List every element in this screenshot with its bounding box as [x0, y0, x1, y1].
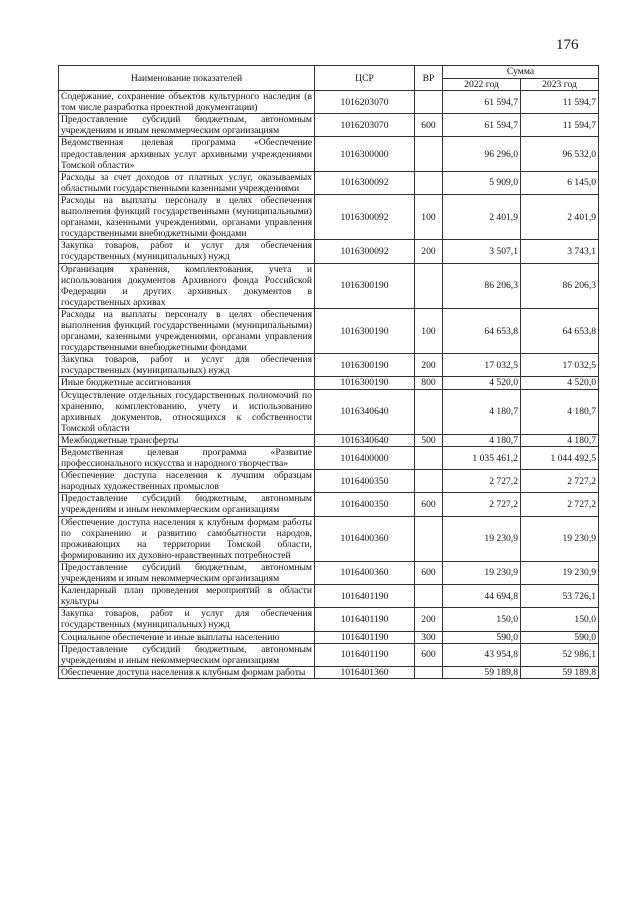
table-row — [59, 470, 599, 493]
row-name-cell: Предоставление субсидий бюджетным, автономным учреждениям и иным некоммерческим организациям — [59, 561, 315, 584]
row-csr-code: 1016300092 — [315, 171, 415, 194]
row-amount-2022: 44 694,8 — [443, 585, 521, 608]
row-csr-code: 1016203070 — [315, 114, 415, 137]
row-csr-code: 1016400000 — [315, 447, 415, 470]
header-name: Наименование показателей — [59, 66, 315, 91]
row-amount-2022: 17 032,5 — [443, 354, 521, 377]
table-row — [59, 171, 599, 194]
row-vr-code — [415, 91, 443, 114]
row-amount-2023: 2 727,2 — [521, 470, 599, 493]
row-csr-code: 1016400360 — [315, 561, 415, 584]
row-vr-code: 600 — [415, 561, 443, 584]
row-name-cell: Закупка товаров, работ и услуг для обеспечения государственных (муниципальных) нужд — [59, 608, 315, 631]
row-csr-code: 1016300190 — [315, 308, 415, 353]
row-name-cell: Ведомственная целевая программа «Обеспечение предоставления архивных услуг архивными учреждениями Томской области» — [59, 137, 315, 171]
row-amount-2022: 4 180,7 — [443, 389, 521, 434]
row-vr-code: 600 — [415, 643, 443, 666]
row-vr-code: 300 — [415, 631, 443, 643]
row-name-cell: Расходы на выплаты персоналу в целях обеспечения выполнения функций государственными (муниципальными) органами, казенными учреждениями, органами управления государственными внебюджетными фондами — [59, 194, 315, 239]
row-csr-code: 1016400350 — [315, 470, 415, 493]
row-vr-code: 600 — [415, 493, 443, 516]
row-amount-2022: 2 727,2 — [443, 493, 521, 516]
row-amount-2023: 3 743,1 — [521, 240, 599, 263]
row-amount-2023: 4 180,7 — [521, 434, 599, 446]
table-row — [59, 354, 599, 377]
row-amount-2022: 590,0 — [443, 631, 521, 643]
row-name-cell: Расходы за счет доходов от платных услуг, оказываемых областными государственными казенными учреждениями — [59, 171, 315, 194]
row-vr-code — [415, 389, 443, 434]
row-amount-2022: 2 727,2 — [443, 470, 521, 493]
row-amount-2022: 1 035 461,2 — [443, 447, 521, 470]
row-name-cell: Закупка товаров, работ и услуг для обеспечения государственных (муниципальных) нужд — [59, 354, 315, 377]
row-name-cell: Межбюджетные трансферты — [59, 434, 315, 446]
row-vr-code: 500 — [415, 434, 443, 446]
table-row — [59, 666, 599, 678]
row-csr-code: 1016300190 — [315, 263, 415, 308]
table-row — [59, 493, 599, 516]
row-name-cell: Осуществление отдельных государственных полномочий по хранению, комплектованию, учету и использованию архивных документов, относящихся к собственности Томской области — [59, 389, 315, 434]
row-amount-2023: 17 032,5 — [521, 354, 599, 377]
row-amount-2022: 96 296,0 — [443, 137, 521, 171]
row-vr-code: 800 — [415, 377, 443, 389]
row-name-cell: Содержание, сохранение объектов культурного наследия (в том числе разработка проектной документации) — [59, 91, 315, 114]
row-vr-code — [415, 447, 443, 470]
row-csr-code: 1016300092 — [315, 194, 415, 239]
row-name-cell: Предоставление субсидий бюджетным, автономным учреждениям и иным некоммерческим организациям — [59, 114, 315, 137]
row-amount-2022: 64 653,8 — [443, 308, 521, 353]
row-amount-2023: 96 532,0 — [521, 137, 599, 171]
row-amount-2023: 590,0 — [521, 631, 599, 643]
row-name-cell: Закупка товаров, работ и услуг для обеспечения государственных (муниципальных) нужд — [59, 240, 315, 263]
row-amount-2022: 61 594,7 — [443, 114, 521, 137]
row-amount-2022: 59 189,8 — [443, 666, 521, 678]
row-amount-2022: 61 594,7 — [443, 91, 521, 114]
row-amount-2023: 19 230,9 — [521, 516, 599, 561]
row-amount-2023: 11 594,7 — [521, 114, 599, 137]
row-amount-2023: 11 594,7 — [521, 91, 599, 114]
table-row — [59, 91, 599, 114]
table-row — [59, 377, 599, 389]
row-name-cell: Иные бюджетные ассигнования — [59, 377, 315, 389]
page-number: 176 — [556, 37, 579, 53]
row-vr-code — [415, 585, 443, 608]
row-amount-2023: 59 189,8 — [521, 666, 599, 678]
row-name-cell: Календарный план проведения мероприятий в области культуры — [59, 585, 315, 608]
row-csr-code: 1016401360 — [315, 666, 415, 678]
table-row — [59, 516, 599, 561]
row-amount-2023: 2 401,9 — [521, 194, 599, 239]
table-row — [59, 561, 599, 584]
row-csr-code: 1016340640 — [315, 389, 415, 434]
table-row — [59, 631, 599, 643]
row-csr-code: 1016401190 — [315, 643, 415, 666]
row-name-cell: Социальное обеспечение и иные выплаты населению — [59, 631, 315, 643]
row-amount-2022: 2 401,9 — [443, 194, 521, 239]
header-sum: Сумма — [443, 66, 599, 79]
header-year-2023: 2023 год — [521, 79, 599, 91]
row-vr-code — [415, 666, 443, 678]
row-name-cell: Обеспечение доступа населения к клубным формам работы — [59, 666, 315, 678]
header-vr: ВР — [415, 66, 443, 91]
row-vr-code: 200 — [415, 354, 443, 377]
table-row — [59, 585, 599, 608]
row-amount-2022: 3 507,1 — [443, 240, 521, 263]
row-amount-2023: 52 986,1 — [521, 643, 599, 666]
row-amount-2023: 6 145,0 — [521, 171, 599, 194]
row-amount-2023: 4 180,7 — [521, 389, 599, 434]
budget-table — [58, 65, 599, 679]
table-row — [59, 194, 599, 239]
row-amount-2022: 4 180,7 — [443, 434, 521, 446]
row-name-cell: Обеспечение доступа населения к клубным формам работы по сохранению и развитию самобытности народов, проживающих на территории Томской области, формированию их духовно-нравственных потребностей — [59, 516, 315, 561]
row-amount-2022: 19 230,9 — [443, 516, 521, 561]
header-year-2022: 2022 год — [443, 79, 521, 91]
row-csr-code: 1016300000 — [315, 137, 415, 171]
row-amount-2022: 43 954,8 — [443, 643, 521, 666]
row-amount-2023: 86 206,3 — [521, 263, 599, 308]
row-name-cell: Предоставление субсидий бюджетным, автономным учреждениям и иным некоммерческим организациям — [59, 493, 315, 516]
row-vr-code: 200 — [415, 240, 443, 263]
table-row — [59, 114, 599, 137]
row-amount-2023: 1 044 492,5 — [521, 447, 599, 470]
row-amount-2023: 53 726,1 — [521, 585, 599, 608]
table-row — [59, 263, 599, 308]
row-amount-2022: 4 520,0 — [443, 377, 521, 389]
row-csr-code: 1016203070 — [315, 91, 415, 114]
row-csr-code: 1016401190 — [315, 585, 415, 608]
row-name-cell: Расходы на выплаты персоналу в целях обеспечения выполнения функций государственными (муниципальными) органами, казенными учреждениями, органами управления государственными внебюджетными фондами — [59, 308, 315, 353]
row-amount-2023: 2 727,2 — [521, 493, 599, 516]
row-vr-code — [415, 516, 443, 561]
row-csr-code: 1016401190 — [315, 631, 415, 643]
table-row — [59, 240, 599, 263]
row-csr-code: 1016340640 — [315, 434, 415, 446]
row-amount-2022: 19 230,9 — [443, 561, 521, 584]
table-row — [59, 137, 599, 171]
table-row — [59, 643, 599, 666]
row-csr-code: 1016401190 — [315, 608, 415, 631]
table-body — [59, 91, 599, 679]
table-row — [59, 608, 599, 631]
row-amount-2023: 4 520,0 — [521, 377, 599, 389]
table-row — [59, 308, 599, 353]
header-csr: ЦСР — [315, 66, 415, 91]
table-row — [59, 447, 599, 470]
row-name-cell: Организация хранения, комплектования, учета и использования документов Архивного фонда Российской Федерации и других архивных документов в государственных архивах — [59, 263, 315, 308]
row-csr-code: 1016300190 — [315, 377, 415, 389]
row-amount-2022: 86 206,3 — [443, 263, 521, 308]
row-vr-code — [415, 171, 443, 194]
row-vr-code: 200 — [415, 608, 443, 631]
row-csr-code: 1016300190 — [315, 354, 415, 377]
row-name-cell: Обеспечение доступа населения к лучшим образцам народных художественных промыслов — [59, 470, 315, 493]
row-amount-2023: 64 653,8 — [521, 308, 599, 353]
row-csr-code: 1016400360 — [315, 516, 415, 561]
row-amount-2023: 19 230,9 — [521, 561, 599, 584]
row-vr-code — [415, 137, 443, 171]
row-amount-2022: 150,0 — [443, 608, 521, 631]
row-vr-code — [415, 470, 443, 493]
row-vr-code: 100 — [415, 194, 443, 239]
row-name-cell: Предоставление субсидий бюджетным, автономным учреждениям и иным некоммерческим организациям — [59, 643, 315, 666]
row-vr-code: 100 — [415, 308, 443, 353]
row-amount-2023: 150,0 — [521, 608, 599, 631]
table-row — [59, 389, 599, 434]
row-amount-2022: 5 909,0 — [443, 171, 521, 194]
row-vr-code: 600 — [415, 114, 443, 137]
row-csr-code: 1016300092 — [315, 240, 415, 263]
row-name-cell: Ведомственная целевая программа «Развитие профессионального искусства и народного творчества» — [59, 447, 315, 470]
row-csr-code: 1016400350 — [315, 493, 415, 516]
table-row — [59, 434, 599, 446]
row-vr-code — [415, 263, 443, 308]
